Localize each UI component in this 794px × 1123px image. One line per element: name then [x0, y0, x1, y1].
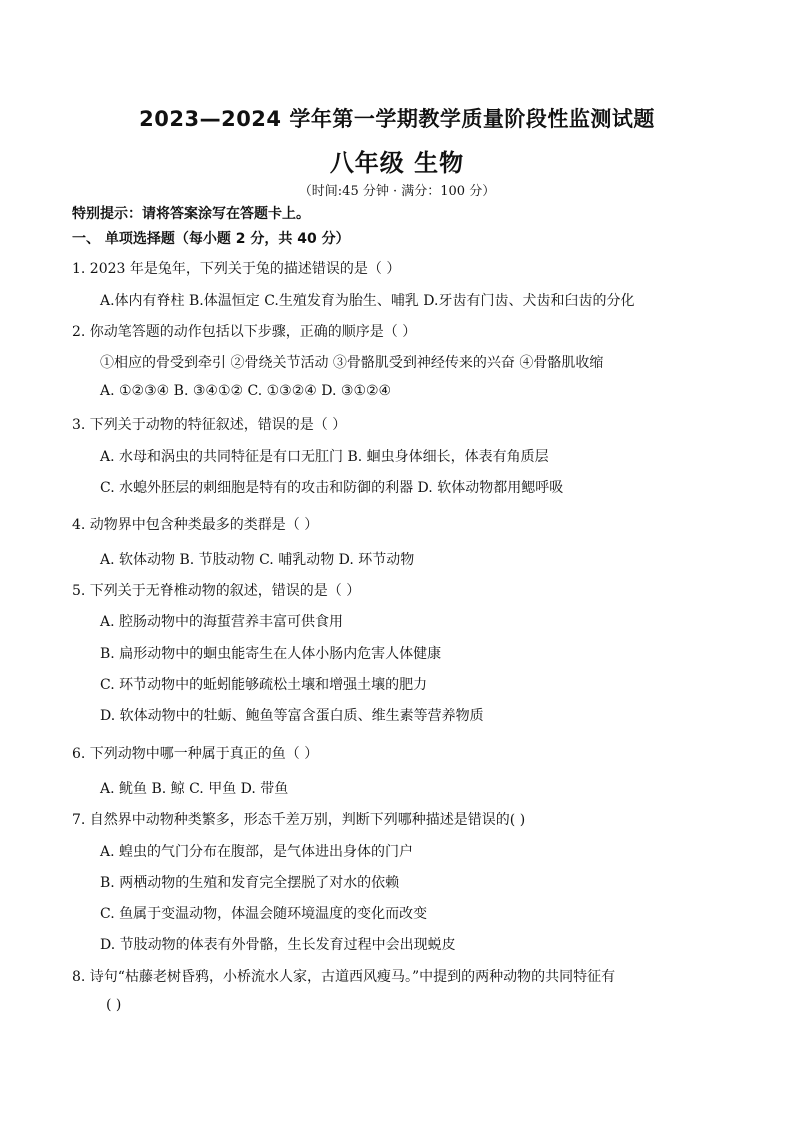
question-5-stem: 5. 下列关于无脊椎动物的叙述，错误的是（ ）	[72, 583, 361, 599]
section-heading: 一、 单项选择题（每小题 2 分，共 40 分）	[72, 231, 350, 247]
question-3-options-cd: C. 水螅外胚层的刺细胞是特有的攻击和防御的利器 D. 软体动物都用鳃呼吸	[100, 480, 564, 496]
question-4-options: A. 软体动物 B. 节肢动物 C. 哺乳动物 D. 环节动物	[100, 552, 415, 568]
time-score-info: （时间:45 分钟 · 满分：100 分）	[298, 184, 496, 199]
question-5-option-b: B. 扁形动物中的蛔虫能寄生在人体小肠内危害人体健康	[100, 646, 442, 662]
question-7-stem: 7. 自然界中动物种类繁多，形态千差万别，判断下列哪种描述是错误的( )	[72, 812, 526, 828]
question-6-options: A. 鱿鱼 B. 鲸 C. 甲鱼 D. 带鱼	[100, 781, 289, 797]
question-5-option-d: D. 软体动物中的牡蛎、鲍鱼等富含蛋白质、维生素等营养物质	[100, 708, 484, 724]
question-8-answer-blank: ( )	[106, 997, 122, 1013]
question-7-option-b: B. 两栖动物的生殖和发育完全摆脱了对水的依赖	[100, 875, 400, 891]
question-8-stem: 8. 诗句“枯藤老树昏鸦，小桥流水人家，古道西风瘦马。”中提到的两种动物的共同特征有	[72, 969, 616, 985]
special-hint: 特别提示：请将答案涂写在答题卡上。	[72, 206, 310, 222]
question-3-stem: 3. 下列关于动物的特征叙述，错误的是（ ）	[72, 417, 347, 433]
question-7-option-c: C. 鱼属于变温动物，体温会随环境温度的变化而改变	[100, 906, 428, 922]
question-7-option-d: D. 节肢动物的体表有外骨骼，生长发育过程中会出现蜕皮	[100, 937, 456, 953]
question-5-option-a: A. 腔肠动物中的海蜇营养丰富可供食用	[100, 614, 344, 630]
question-1-options: A.体内有脊柱 B.体温恒定 C.生殖发育为胎生、哺乳 D.牙齿有门齿、犬齿和臼齿的分化	[100, 293, 635, 309]
question-2-steps: ①相应的骨受到牵引 ②骨绕关节活动 ③骨骼肌受到神经传来的兴奋 ④骨骼肌收缩	[100, 355, 604, 371]
question-2-options: A. ①②③④ B. ③④①② C. ①③②④ D. ③①②④	[100, 383, 392, 399]
question-3-options-ab: A. 水母和涡虫的共同特征是有口无肛门 B. 蛔虫身体细长，体表有角质层	[100, 449, 549, 465]
question-5-option-c: C. 环节动物中的蚯蚓能够疏松土壤和增强土壤的肥力	[100, 677, 428, 693]
grade-subject-title: 八年级 生物	[329, 149, 465, 177]
exam-title: 2023—2024 学年第一学期教学质量阶段性监测试题	[139, 107, 655, 131]
question-4-stem: 4. 动物界中包含种类最多的类群是（ ）	[72, 517, 319, 533]
question-6-stem: 6. 下列动物中哪一种属于真正的鱼（ ）	[72, 746, 319, 762]
question-7-option-a: A. 蝗虫的气门分布在腹部，是气体进出身体的门户	[100, 844, 414, 860]
question-2-stem: 2. 你动笔答题的动作包括以下步骤，正确的顺序是（ ）	[72, 324, 417, 340]
question-1-stem: 1. 2023 年是兔年，下列关于兔的描述错误的是（ ）	[72, 261, 401, 277]
